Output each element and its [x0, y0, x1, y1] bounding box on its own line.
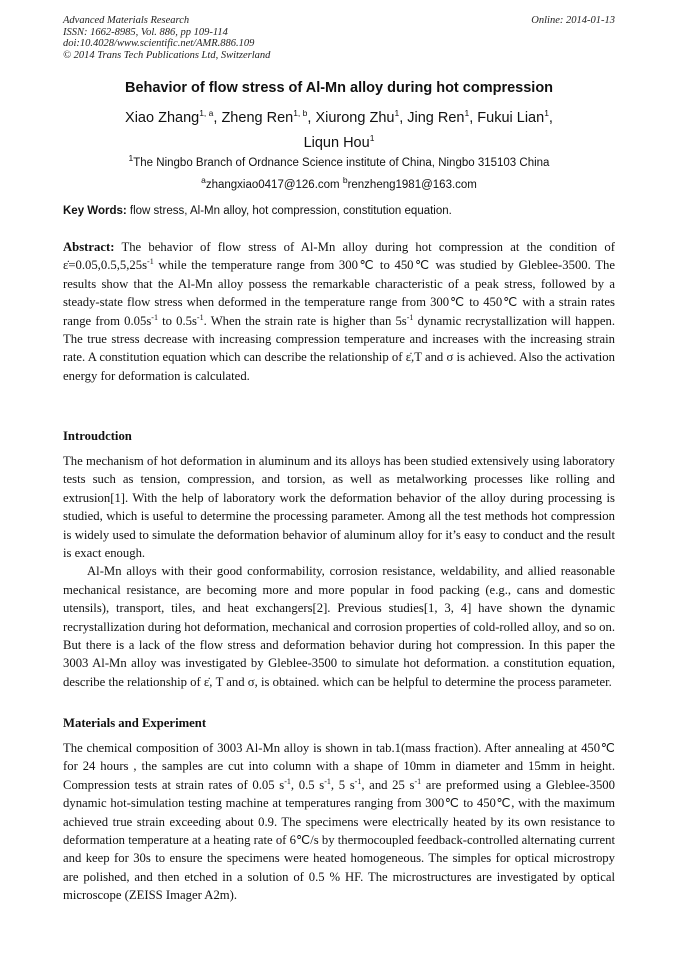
superscript: -1 [406, 312, 414, 322]
abstract-text: to 0.5s [157, 313, 197, 328]
author-list: Xiao Zhang$^{1, a}$, Zheng Ren$^{1, b}$, Xiurong Zhu$^1$, Jing Ren$^1$, Fukui Lian$^1$, Liqun Hou$^1$ [125, 108, 553, 151]
author-name: Zheng Ren [221, 109, 294, 126]
author-affiliation-mark: 1 [544, 108, 549, 118]
abstract-text: . When the strain rate is higher than 5s [203, 313, 407, 328]
affiliation-text: The Ningbo Branch of Ordnance Science institute of China, Ningbo 315103 China [133, 156, 550, 169]
section-heading: Materials and Experiment [63, 716, 207, 730]
journal-name: Advanced Materials Research [63, 15, 190, 26]
online-date: Online: 2014-01-13 [531, 15, 615, 26]
abstract-text: dynamic recrystallization will happen. The true stress decrease with increasing compression temperature and increases with the increasing strain rate. A constitution equation which can describe the relationship of ε̇,T and σ is achieved. Also the activation energy for deformation is calculated. [63, 313, 615, 383]
email-mark: a [201, 174, 206, 185]
superscript: -1 [414, 776, 422, 786]
body-text: , and 25 s [361, 777, 415, 792]
author-affiliation-mark: 1 [394, 108, 400, 118]
superscript: -1 [196, 312, 204, 322]
body-text: , 0.5 s [290, 777, 325, 792]
author-affiliation-mark: 1, b [293, 108, 308, 118]
issn-line: ISSN: 1662-8985, Vol. 886, pp 109-114 [63, 26, 228, 38]
author-name: Liqun Hou [303, 134, 370, 151]
abstract-section [63, 238, 615, 385]
body-text: The chemical composition of 3003 Al-Mn alloy is shown in tab.1(mass fraction). After annealing at 450℃ for 24 hours , the samples are cut into column with a shape of 10mm in diameter and 15mm in height. Compression tests at strain rates of 0.05 s [63, 741, 615, 792]
superscript: -1 [147, 257, 154, 267]
copyright-line: © 2014 Trans Tech Publications Ltd, Switzerland [63, 49, 271, 61]
body-paragraph: Al-Mn alloys with their good conformability, corrosion resistance, weldability, and allied reasonable mechanical resistance, are becoming more and more popular in food packing (e.g., cans and domestic utensils), transport, tiles, and heat exchangers[2]. Previous studies[1, 3, 4] have shown the dynamic recrystallization during hot deformation, mechanical and corrosion properties of cold-rolled alloy, and so on. But there is a lack of the flow stress and deformation behavior during hot compression. In this paper the 3003 Al-Mn alloy was investigated by Gleblee-3500 to simulate hot deformation. a constitution equation, describe the relationship of ε̇, T and σ, is obtained. which can be helpful to determine the process parameter. [63, 564, 615, 689]
abstract-paragraph [63, 238, 615, 385]
email-address[interactable]: renzheng1981@163.com [347, 178, 477, 191]
affiliation-block [63, 150, 615, 194]
affiliation-mark: 1 [128, 153, 134, 163]
paper-title: Behavior of flow stress of Al-Mn alloy during hot compression [124, 80, 554, 96]
superscript: -1 [284, 776, 291, 786]
author-name: Fukui Lian [477, 109, 545, 126]
affiliation-line [63, 150, 615, 172]
author-name: Jing Ren [407, 109, 465, 126]
section-heading: Introudction [63, 429, 132, 443]
author-affiliation-mark: 1 [464, 108, 470, 118]
body-paragraph: The mechanism of hot deformation in aluminum and its alloys has been studied extensively using laboratory tests such as tension, compression, and torsion, as well as metalworking processes like rolling and extrusion[1]. With the help of laboratory work the deformation behavior of the alloy during processing is studied, which is useful to determine the processing parameter. Among all the test methods hot compression is widely used to simulate the deformation behavior of aluminum alloy for it’s easy to conduct and the result is exact enough. [63, 454, 615, 561]
email-line [63, 172, 615, 194]
abstract-label: Abstract: [63, 240, 115, 254]
author-name: Xiao Zhang [125, 109, 200, 126]
body-text: , 5 s [330, 777, 355, 792]
doi-line: doi:10.4028/www.scientific.net/AMR.886.109 [63, 38, 255, 49]
materials-section [63, 714, 615, 905]
keywords-line [63, 205, 615, 217]
body-text: are preformed using a Gleblee-3500 dynamic hot-simulation testing machine at temperatures ranging from 300℃ to 450℃, with the maximum achieved true strain exceeding about 0.9. The specimens were electrically heated by its own resistance to deformation temperature at a heating rate of 6℃/s by thermocoupled feedback-controlled alternating current and keep for 30s to ensure the specimens were heated homogeneous. The simples for optical microstropy are polished, and then etched in a solution of 0.5 % HF. The microstructures are investigated by optical microscope (ZEISS Imager A2m). [63, 777, 615, 903]
abstract-text: while the temperature range from 300℃ to 450℃ was studied by Gleblee-3500. The results show that the Al-Mn alloy possess the remarkable characteristic of a peak stress, followed by a steady-state flow stress when deformed in the temperature range from 300℃ to 450℃ with a strain rates range from 0.05s [63, 258, 615, 328]
introduction-section [63, 427, 615, 691]
keywords-label: Key Words: [63, 205, 127, 217]
keywords-text: flow stress, Al-Mn alloy, hot compression, constitution equation. [129, 205, 452, 217]
author-name: Xiurong Zhu [315, 109, 395, 126]
email-address[interactable]: zhangxiao0417@126.com [205, 178, 340, 191]
author-affiliation-mark: 1, a [199, 108, 214, 118]
superscript: -1 [324, 776, 331, 786]
author-affiliation-mark: 1 [369, 132, 375, 143]
journal-header [63, 15, 615, 61]
email-mark: b [342, 174, 348, 185]
abstract-text: The behavior of flow stress of Al-Mn alloy during hot compression at the condition of ε̇=0.05,0.5,5,25s [63, 240, 615, 273]
body-paragraph [63, 739, 615, 905]
superscript: -1 [354, 776, 362, 786]
superscript: -1 [151, 312, 158, 322]
